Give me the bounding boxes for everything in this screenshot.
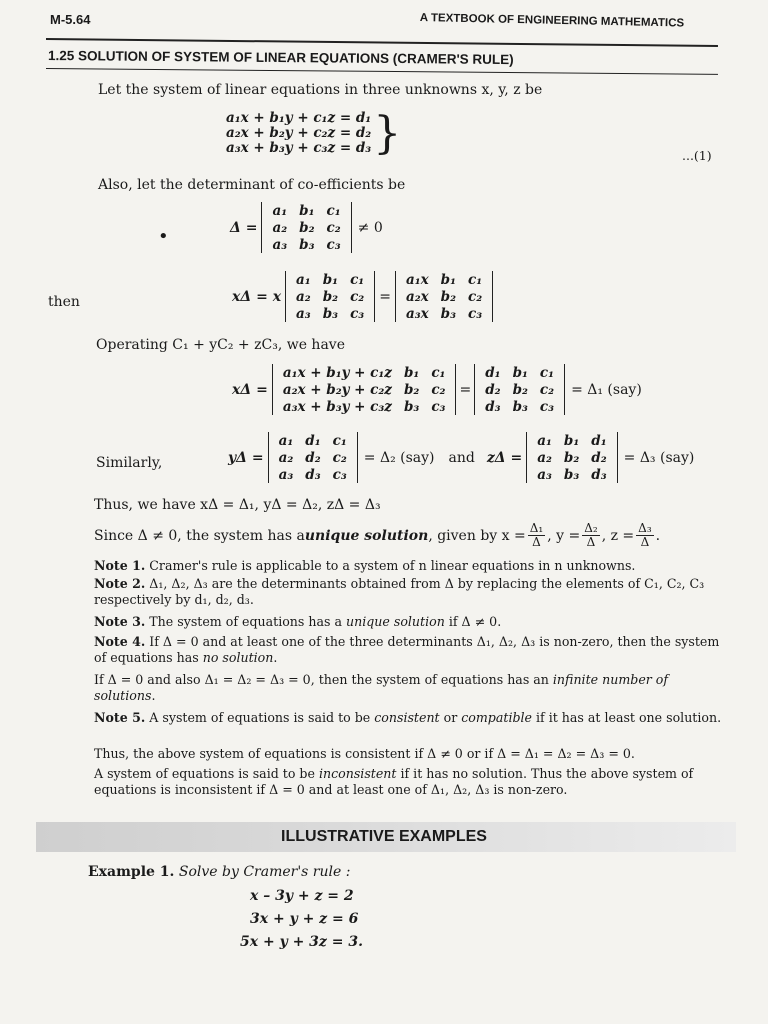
det-cell: c₁ [468,271,483,288]
equals-sign-2: = [459,381,472,398]
x-delta2-det-2 [474,364,565,415]
det-cell: c₃ [326,236,341,253]
det-cell: b₁ [512,364,528,381]
det-cell: c₃ [431,398,446,415]
since-y: , y = [547,527,581,544]
system-eq-1: a₁x + b₁y + c₁z = d₁ [226,110,372,126]
equation-system [226,107,402,159]
det-cell: c₃ [350,305,365,322]
section-title: 1.25 SOLUTION OF SYSTEM OF LINEAR EQUATIONS (CRAMER'S RULE) [47,48,514,68]
det-cell: c₃ [468,305,483,322]
note-3: Note 3. The system of equations has a unique solution if Δ ≠ 0. [94,614,502,629]
z-delta-lhs: zΔ = [486,449,523,466]
det-cell: a₃x [405,305,429,322]
det-cell: b₃ [440,305,457,322]
delta3-say: = Δ₃ (say) [623,449,695,466]
also-text: Also, let the determinant of co-efficients be [98,177,406,193]
note-4: Note 4. If Δ = 0 and at least one of the three determinants Δ₁, Δ₂, Δ₃ is non-zero, then the system of equations has no solution. [94,634,720,665]
det-cell: c₂ [468,288,483,305]
fraction-y: $\frac{\text{Δ₂}}{\Delta}$ [584,521,598,549]
example-label: Example 1. [88,864,175,880]
x-delta2-det-1 [272,364,457,415]
delta2-say: = Δ₂ (say) [363,449,435,466]
y-delta-det [268,432,358,483]
since-emph: unique solution [304,527,429,544]
det-cell: b₂ [563,449,580,466]
example-1-heading [88,864,350,880]
det-cell: b₁ [563,432,580,449]
det-cell: c₁ [431,364,446,381]
delta-rhs: ≠ 0 [357,219,383,236]
intro-text: Let the system of linear equations in three unknowns x, y, z be [98,82,543,98]
det-cell: b₃ [299,236,315,253]
det-cell: b₁ [299,202,315,219]
det-cell: a₁ [272,202,288,219]
since-line: Since Δ ≠ 0, the system has a unique solution , given by x = $\frac{\text{Δ₁}}{\Delta}$ , y = $\frac{\text{Δ₂}}{\Delta}$ , z = $\frac{\text{Δ₃}}{\Delta}$ . [94,521,661,549]
running-header: A TEXTBOOK OF ENGINEERING MATHEMATICS [419,12,685,30]
det-cell: a₃ [278,466,294,483]
x-delta-det-1 [285,271,375,322]
det-cell: c₁ [332,432,347,449]
since-prefix: Since Δ ≠ 0, the system has a [94,527,305,544]
det-cell: c₂ [539,381,555,398]
note-2: Note 2. Δ₁, Δ₂, Δ₃ are the determinants obtained from Δ by replacing the elements of C₁, C₂, C₃ respectively by d₁, d₂, d₃. [94,576,705,607]
note-5: Note 5. A system of equations is said to be consistent or compatible if it has at least one solution. [94,710,722,725]
det-cell: d₃ [591,466,607,483]
coefficient-determinant [261,202,351,253]
det-cell: a₃ [296,305,311,322]
similarly-label: Similarly, [96,455,163,471]
operating-text: Operating C₁ + yC₂ + zC₃, we have [96,337,345,353]
det-cell: c₁ [539,364,555,381]
right-brace: } [373,107,402,159]
det-cell: b₂ [322,288,339,305]
det-cell: b₃ [563,466,580,483]
det-cell: d₃ [305,466,321,483]
det-cell: b₂ [512,381,528,398]
equation-number: ...(1) [682,148,712,163]
det-cell: d₂ [305,449,321,466]
x-delta-equation [232,271,493,322]
det-cell: a₂ [296,288,311,305]
det-cell: a₁x [405,271,429,288]
det-cell: d₁ [305,432,321,449]
system-eq-3: a₃x + b₃y + c₃z = d₃ [226,140,372,156]
then-label: then [48,294,80,310]
page-number: M-5.64 [50,12,91,27]
det-cell: a₁ [296,271,311,288]
example-eq-2: 3x + y + z = 6 [250,911,359,927]
delta-lhs: Δ = [230,219,258,236]
section-rule [46,68,718,75]
det-cell: b₃ [403,398,420,415]
example-eq-1: x – 3y + z = 2 [250,888,354,904]
x-delta-det-2 [395,271,493,322]
det-cell: a₃ [272,236,288,253]
det-cell: a₃x + b₃y + c₃z [282,398,392,415]
since-z: , z = [601,527,635,544]
det-cell: a₁ [278,432,294,449]
system-eq-2: a₂x + b₂y + c₂z = d₂ [226,125,372,141]
det-cell: c₂ [350,288,365,305]
det-cell: b₃ [322,305,339,322]
det-cell: a₁ [537,432,552,449]
det-cell: b₂ [440,288,457,305]
header-rule [46,38,718,47]
det-cell: d₂ [485,381,501,398]
x-delta-lhs: xΔ = x [232,288,282,305]
note-1: Note 1. Cramer's rule is applicable to a system of n linear equations in n unknowns. [94,558,636,573]
det-cell: a₃ [537,466,552,483]
det-cell: a₁x + b₁y + c₁z [282,364,392,381]
det-cell: c₃ [332,466,347,483]
bullet-dot: • [158,226,169,247]
det-cell: b₁ [322,271,339,288]
note-5-inconsistent: A system of equations is said to be inconsistent if it has no solution. Thus the above system of equations is inconsistent if Δ = 0 and at least one of Δ₁, Δ₂, Δ₃ is non-zero. [94,766,694,797]
examples-heading: ILLUSTRATIVE EXAMPLES [281,828,487,845]
det-cell: c₃ [539,398,555,415]
since-mid: , given by x = [428,527,526,544]
equals-sign: = [379,288,391,305]
det-cell: b₂ [299,219,315,236]
example-instruction: Solve by Cramer's rule : [178,864,351,880]
note-5-consistent: Thus, the above system of equations is consistent if Δ ≠ 0 or if Δ = Δ₁ = Δ₂ = Δ₃ = 0. [94,746,635,761]
det-cell: c₂ [431,381,446,398]
det-cell: a₂x + b₂y + c₂z [282,381,392,398]
det-cell: b₂ [403,381,420,398]
y-delta-equation [228,432,694,483]
example-eq-3: 5x + y + 3z = 3. [240,934,363,950]
fraction-x: $\frac{\text{Δ₁}}{\Delta}$ [529,521,544,549]
det-cell: c₁ [326,202,341,219]
delta-definition [230,202,383,253]
det-cell: d₁ [591,432,607,449]
det-cell: a₂ [278,449,294,466]
det-cell: b₁ [403,364,420,381]
det-cell: d₃ [485,398,501,415]
det-cell: b₃ [512,398,528,415]
det-cell: d₂ [591,449,607,466]
det-cell: a₂ [272,219,288,236]
and-word: and [448,449,475,466]
det-cell: c₂ [332,449,347,466]
y-delta-lhs: yΔ = [228,449,264,466]
det-cell: b₁ [440,271,457,288]
x-delta2-lhs: xΔ = [232,381,268,398]
det-cell: a₂ [537,449,552,466]
x-delta-operated [232,364,642,415]
det-cell: c₁ [350,271,365,288]
det-cell: d₁ [485,364,501,381]
delta1-say: = Δ₁ (say) [571,381,642,398]
thus-text: Thus, we have xΔ = Δ₁, yΔ = Δ₂, zΔ = Δ₃ [94,497,381,513]
det-cell: a₂x [405,288,429,305]
det-cell: c₂ [326,219,341,236]
z-delta-det [526,432,617,483]
fraction-z: $\frac{\text{Δ₃}}{\Delta}$ [638,521,652,549]
note-4-continued: If Δ = 0 and also Δ₁ = Δ₂ = Δ₃ = 0, then the system of equations has an infinite number of solutions. [94,672,669,703]
